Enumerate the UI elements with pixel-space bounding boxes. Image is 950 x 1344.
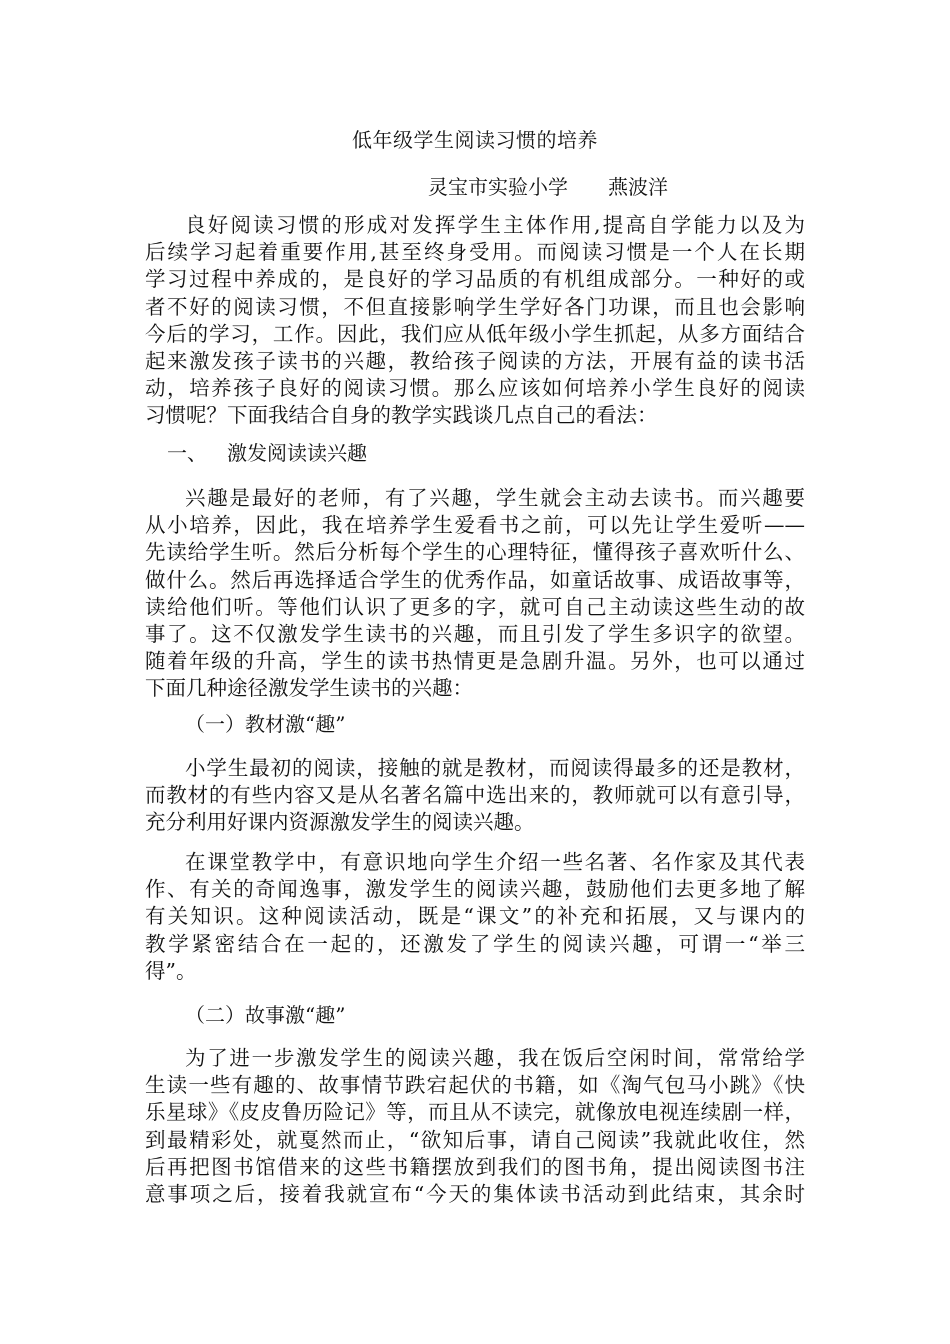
textbook-paragraph <box>145 755 805 837</box>
subsection-heading: （二）故事激“趣” <box>185 1003 346 1027</box>
paragraph-line: 随着年级的升高，学生的读书热情更是急剧升温。另外，也可以通过 <box>145 649 805 674</box>
paragraph-line: 动，培养孩子良好的阅读习惯。那么应该如何培养小学生良好的阅读 <box>145 376 805 401</box>
paragraph-line: 意事项之后，接着我就宣布“今天的集体读书活动到此结束，其余时 <box>145 1182 805 1207</box>
story-paragraph <box>145 1045 805 1208</box>
paragraph-line: 乐星球》《皮皮鲁历险记》等，而且从不读完，就像放电视连续剧一样， <box>145 1100 805 1125</box>
paragraph-line: 读给他们听。等他们认识了更多的字，就可自己主动读这些生动的故 <box>145 594 805 619</box>
paragraph-line: 充分利用好课内资源激发学生的阅读兴趣。 <box>145 810 535 835</box>
paragraph-line: 事了。这不仅激发学生读书的兴趣，而且引发了学生多识字的欲望。 <box>145 622 805 647</box>
author-school: 灵宝市实验小学 <box>428 175 568 199</box>
section-heading <box>167 437 367 466</box>
paragraph-line: 生读一些有趣的、故事情节跌宕起伏的书籍，如《淘气包马小跳》《快 <box>145 1073 805 1098</box>
paragraph-line: 兴趣是最好的老师，有了兴趣，学生就会主动去读书。而兴趣要 <box>185 486 805 510</box>
paragraph-line: 先读给学生听。然后分析每个学生的心理特征，懂得孩子喜欢听什么、 <box>145 540 805 565</box>
paragraph-line: 得”。 <box>145 958 197 983</box>
author-line <box>428 171 668 200</box>
paragraph-line: 为了进一步激发学生的阅读兴趣，我在饭后空闲时间，常常给学 <box>185 1046 805 1070</box>
paragraph-line: 学习过程中养成的，是良好的学习品质的有机组成部分。一种好的或 <box>145 267 805 292</box>
paragraph-line: 从小培养，因此，我在培养学生爱看书之前，可以先让学生爱听—— <box>145 513 805 538</box>
paragraph-line: 者不好的阅读习惯，不但直接影响学生学好各门功课，而且也会影响 <box>145 294 805 319</box>
document-title: 低年级学生阅读习惯的培养 <box>352 128 598 152</box>
intro-paragraph <box>145 212 805 430</box>
subsection-heading: （一）教材激“趣” <box>185 712 346 736</box>
author-name: 燕波洋 <box>608 175 668 199</box>
classroom-paragraph <box>145 849 805 985</box>
paragraph-line: 有关知识。这种阅读活动，既是“课文”的补充和拓展，又与课内的 <box>145 904 805 929</box>
paragraph-line: 做什么。然后再选择适合学生的优秀作品，如童话故事、成语故事等， <box>145 567 805 592</box>
paragraph-line: 小学生最初的阅读，接触的就是教材，而阅读得最多的还是教材， <box>185 756 805 780</box>
paragraph-line: 到最精彩处，就戛然而止，“欲知后事，请自己阅读”我就此收住，然 <box>145 1127 805 1152</box>
paragraph-line: 今后的学习，工作。因此，我们应从低年级小学生抓起，从多方面结合 <box>145 321 805 346</box>
paragraph-line: 在课堂教学中，有意识地向学生介绍一些名著、名作家及其代表 <box>185 850 805 874</box>
interest-paragraph <box>145 485 805 703</box>
paragraph-line: 后再把图书馆借来的这些书籍摆放到我们的图书角，提出阅读图书注 <box>145 1154 805 1179</box>
section-number: 一、 <box>167 441 207 465</box>
paragraph-line: 作、有关的奇闻逸事，激发学生的阅读兴趣，鼓励他们去更多地了解 <box>145 877 805 902</box>
paragraph-line: 教学紧密结合在一起的，还激发了学生的阅读兴趣，可谓一“举三 <box>145 931 805 956</box>
paragraph-line: 良好阅读习惯的形成对发挥学生主体作用,提高自学能力以及为 <box>185 213 805 237</box>
paragraph-line: 习惯呢？下面我结合自身的教学实践谈几点自己的看法： <box>145 403 658 428</box>
section-title: 激发阅读读兴趣 <box>227 441 367 465</box>
paragraph-line: 后续学习起着重要作用,甚至终身受用。而阅读习惯是一个人在长期 <box>145 240 805 265</box>
paragraph-line: 下面几种途径激发学生读书的兴趣： <box>145 676 473 701</box>
paragraph-line: 起来激发孩子读书的兴趣，教给孩子阅读的方法，开展有益的读书活 <box>145 349 805 374</box>
paragraph-line: 而教材的有些内容又是从名著名篇中选出来的，教师就可以有意引导， <box>145 783 805 808</box>
